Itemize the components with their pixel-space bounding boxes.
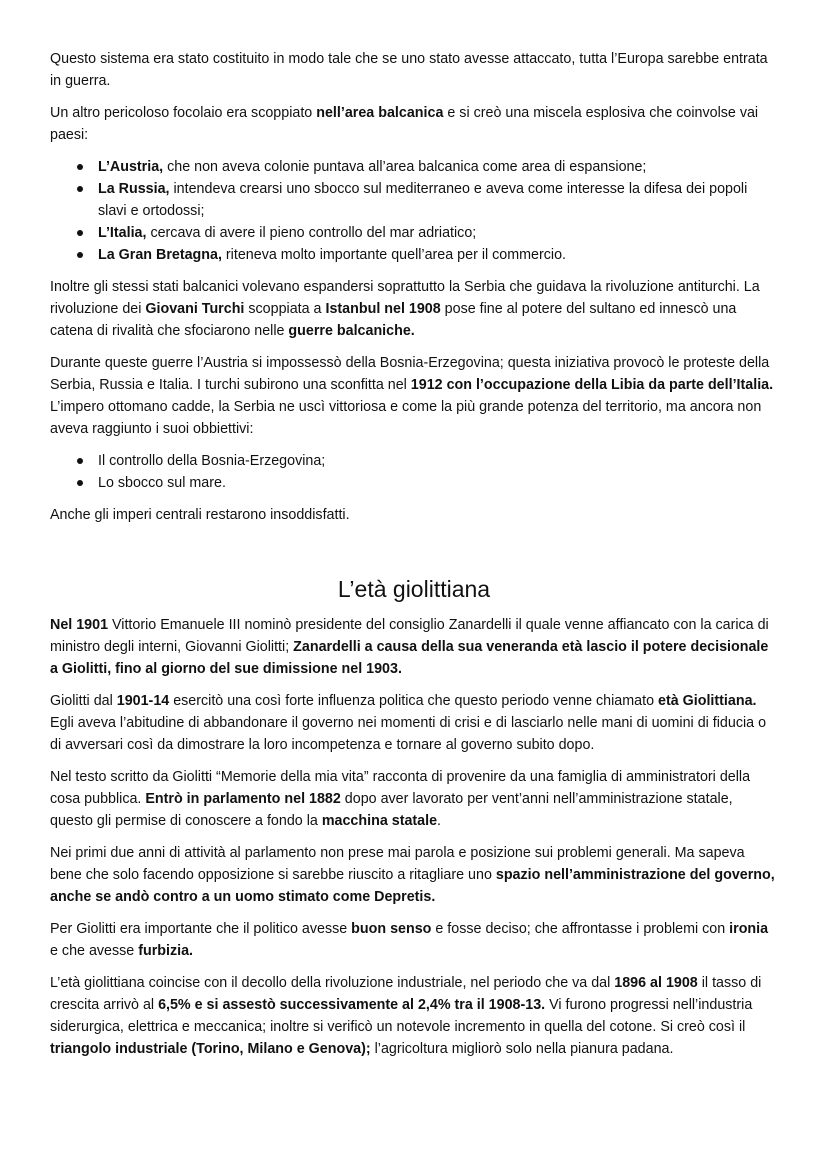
text-run: intendeva crearsi uno sbocco sul mediterraneo e aveva come interesse la difesa dei popoli slavi e ortodossi;: [98, 181, 748, 219]
text-run: Il controllo della Bosnia-Erzegovina;: [98, 453, 326, 469]
bullet-list: [50, 156, 778, 266]
paragraph: [50, 48, 778, 92]
bold-text: triangolo industriale (Torino, Milano e Genova);: [50, 1041, 371, 1057]
bold-text: L’Austria,: [98, 159, 164, 175]
bold-text: macchina statale: [321, 813, 438, 829]
text-run: e fosse deciso; che affrontasse i problemi con: [431, 921, 730, 937]
text-run: Nel testo scritto da Giolitti “Memorie della mia vita” racconta di provenire da una famiglia di amministratori della cosa pubblica.: [50, 769, 751, 807]
bold-text: Zanardelli a causa della sua veneranda età lascio il potere decisionale a Giolitti, fino al giorno del sue dimissione nel 1903.: [50, 639, 769, 677]
bold-text: furbizia.: [138, 943, 194, 959]
list-item: [98, 450, 778, 472]
list-item: [98, 472, 778, 494]
text-run: Un altro pericoloso focolaio era scoppiato: [50, 105, 317, 121]
text-run: il tasso di crescita arrivò al: [50, 975, 762, 1013]
text-run: scoppiata a: [244, 301, 326, 317]
bold-text: età Giolittiana.: [658, 693, 757, 709]
paragraph: [50, 918, 778, 962]
section-spacer: [50, 536, 778, 574]
bold-text: nell’area balcanica: [316, 105, 444, 121]
paragraph: [50, 504, 778, 526]
text-run: Inoltre gli stessi stati balcanici volevano espandersi soprattutto la Serbia che guidava la rivoluzione antiturchi. La rivoluzione dei: [50, 279, 760, 317]
text-run: pose fine al potere del sultano ed innescò una catena di rivalità che sfociarono nelle: [50, 301, 737, 339]
bold-text: L’Italia,: [98, 225, 147, 241]
list-item: [98, 156, 778, 178]
bold-text: Entrò in parlamento nel 1882: [145, 791, 341, 807]
text-run: Nei primi due anni di attività al parlamento non prese mai parola e posizione sui problemi generali. Ma sapeva bene che solo facendo opposizione si sarebbe riuscito a ritagliare uno: [50, 845, 745, 883]
text-run: che non aveva colonie puntava all’area balcanica come area di espansione;: [163, 159, 647, 175]
text-run: dopo aver lavorato per vent’anni nell’amministrazione statale, questo gli permise di conoscere a fondo la: [50, 791, 733, 829]
text-run: Giolitti dal: [50, 693, 117, 709]
text-run: riteneva molto importante quell’area per il commercio.: [221, 247, 567, 263]
text-run: Anche gli imperi centrali restarono insoddisfatti.: [50, 507, 350, 523]
text-run: Egli aveva l’abitudine di abbandonare il governo nei momenti di crisi e di lasciarlo nelle mani di uomini di fiducia o di avversari così da dimostrare la loro incompetenza e tornare al governo subito dopo.: [50, 715, 767, 753]
text-run: L’impero ottomano cadde, la Serbia ne uscì vittoriosa e come la più grande potenza del territorio, ma ancora non aveva raggiunto i suoi obbiettivi:: [50, 399, 762, 437]
list-item: [98, 222, 778, 244]
text-run: cercava di avere il pieno controllo del mar adriatico;: [146, 225, 477, 241]
bold-text: buon senso: [351, 921, 432, 937]
list-item: [98, 178, 778, 222]
paragraph: [50, 102, 778, 146]
paragraph: [50, 842, 778, 908]
bold-text: Giovani Turchi: [145, 301, 245, 317]
text-run: Questo sistema era stato costituito in modo tale che se uno stato avesse attaccato, tutta l’Europa sarebbe entrata in guerra.: [50, 51, 768, 89]
bold-text: ironia: [729, 921, 769, 937]
bold-text: 1912 con l’occupazione della Libia da parte dell’Italia.: [410, 377, 774, 393]
bold-text: Nel 1901: [50, 617, 109, 633]
text-run: esercitò una così forte influenza politica che questo periodo venne chiamato: [169, 693, 658, 709]
bold-text: 6,5% e si assestò successivamente al 2,4% tra il 1908-13.: [158, 997, 546, 1013]
text-run: Durante queste guerre l’Austria si impossessò della Bosnia-Erzegovina; questa iniziativa provocò le proteste della Serbia, Russia e Italia. I turchi subirono una sconfitta nel: [50, 355, 770, 393]
bold-text: La Russia,: [98, 181, 170, 197]
bold-text: La Gran Bretagna,: [98, 247, 222, 263]
text-run: Vi furono progressi nell’industria siderurgica, elettrica e meccanica; inoltre si verificò un notevole incremento in quella del cotone. Si creò così il: [50, 997, 753, 1035]
paragraph: [50, 352, 778, 440]
bold-text: Istanbul nel 1908: [325, 301, 441, 317]
bold-text: 1901-14: [116, 693, 170, 709]
paragraph: [50, 690, 778, 756]
text-run: e si creò una miscela esplosiva che coinvolse vai paesi:: [50, 105, 759, 143]
text-run: .: [437, 813, 442, 829]
paragraph: [50, 972, 778, 1060]
bold-text: spazio nell’amministrazione del governo, anche se andò contro a un uomo stimato come Depretis.: [50, 867, 775, 905]
list-item: [98, 244, 778, 266]
bold-text: guerre balcaniche.: [288, 323, 415, 339]
bullet-list: [50, 450, 778, 494]
text-run: Per Giolitti era importante che il politico avesse: [50, 921, 352, 937]
text-run: l’agricoltura migliorò solo nella pianura padana.: [370, 1041, 674, 1057]
paragraph: [50, 276, 778, 342]
section-heading: L’età giolittiana: [337, 576, 491, 602]
text-run: Lo sbocco sul mare.: [98, 475, 226, 491]
paragraph: [50, 766, 778, 832]
bold-text: 1896 al 1908: [614, 975, 698, 991]
text-run: L’età giolittiana coincise con il decollo della rivoluzione industriale, nel periodo che va dal: [50, 975, 615, 991]
text-run: Vittorio Emanuele III nominò presidente del consiglio Zanardelli il quale venne affiancato con la carica di ministro degli interni, Giovanni Giolitti;: [50, 617, 769, 655]
paragraph: [50, 614, 778, 680]
text-run: e che avesse: [50, 943, 139, 959]
